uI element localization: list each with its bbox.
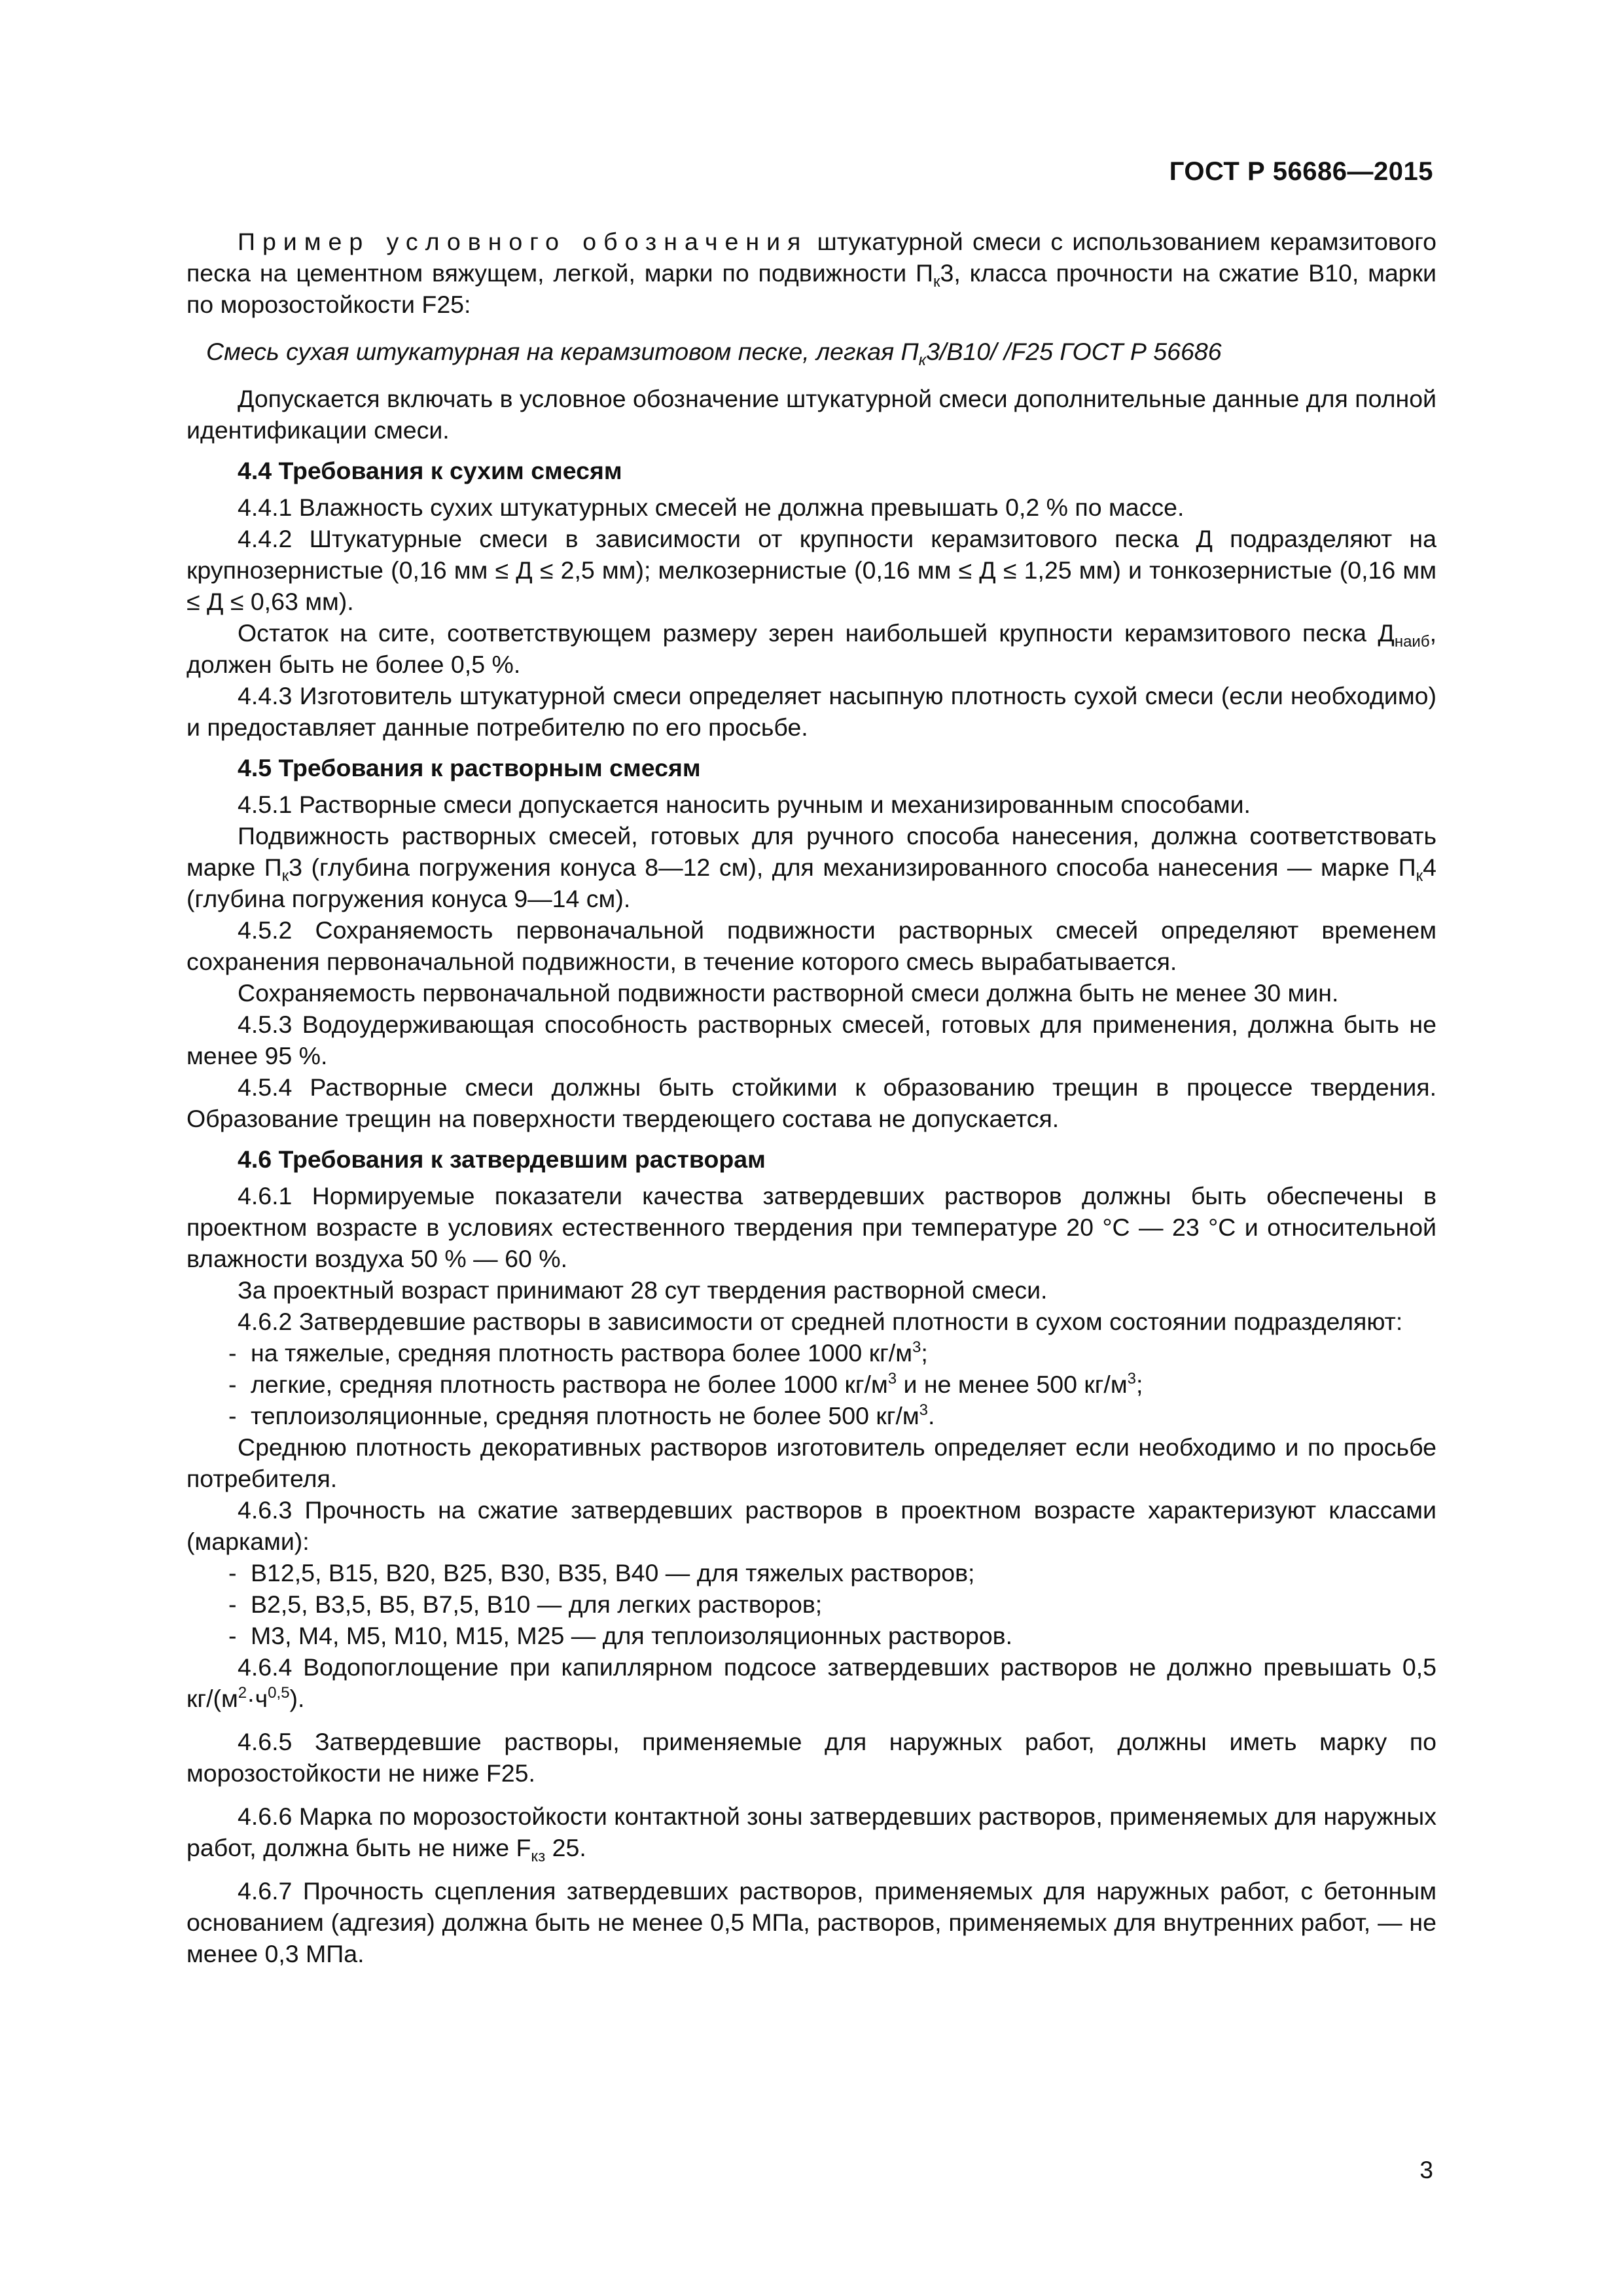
section-heading-4-5: 4.5 Требования к растворным смесям [238,754,701,781]
example-label: Пример условного обозначения [238,228,808,255]
clause-4-4-2: 4.4.2 Штукатурные смеси в зависимости от крупности керамзитового песка Д подразделяют на крупнозернистые (0,16 мм ≤ Д ≤ 2,5 мм); мелкозернистые (0,16 мм ≤ Д ≤ 1,25 мм) и тонкозернистые (0,16 мм ≤ Д ≤ 0,63 мм). [187,525,1436,615]
document-header: ГОСТ Р 56686—2015 [1169,157,1433,186]
clause-4-5-1-mobility: Подвижность растворных смесей, готовых для ручного способа нанесения, должна соответствовать марке $П_к3$ (глубина погружения конуса 8—12 см), для механизированного способа нанесения — марке $П_к4$ (глубина погружения конуса 9—14 см). [187,822,1436,912]
list-item: - В2,5, В3,5, В5, В7,5, В10 — для легких растворов; [228,1590,823,1618]
clause-4-6-2: 4.6.2 Затвердевшие растворы в зависимости от средней плотности в сухом состоянии подразделяют: [238,1308,1403,1335]
clause-4-4-1: 4.4.1 Влажность сухих штукатурных смесей не должна превышать 0,2 % по массе. [238,493,1185,521]
clause-4-6-2-decorative: Среднюю плотность декоративных растворов изготовитель определяет если необходимо и по просьбе потребителя. [187,1433,1436,1492]
document-body [187,226,1436,1969]
clause-4-6-6: 4.6.6 Марка по морозостойкости контактной зоны затвердевших растворов, применяемых для наружных работ, должна быть не ниже $F_{кз}$ 25. [187,1803,1436,1865]
example-paragraph: Пример условного обозначения штукатурной смеси с использованием керамзитового песка на цементном вяжущем, легкой, марки по подвижности $П_к3$, класса прочности на сжатие В10, марки по морозостойкости F25: [187,228,1437,318]
clause-4-6-1: 4.6.1 Нормируемые показатели качества затвердевших растворов должны быть обеспечены в проектном возрасте в условиях естественного твердения при температуре 20 °С — 23 °С и относительной влажности воздуха 50 % — 60 %. [187,1182,1436,1272]
list-item: - теплоизоляционные, средняя плотность не более 500 $кг/м^3$. [228,1401,935,1429]
clause-4-6-3: 4.6.3 Прочность на сжатие затвердевших растворов в проектном возрасте характеризуют классами (марками): [187,1496,1436,1555]
clause-4-5-2-time: Сохраняемость первоначальной подвижности растворной смеси должна быть не менее 30 мин. [238,979,1339,1007]
page-number: 3 [1419,2157,1433,2183]
clause-4-6-5: 4.6.5 Затвердевшие растворы, применяемые для наружных работ, должны иметь марку по морозостойкости не ниже F25. [187,1728,1436,1787]
list-item: - М3, М4, М5, М10, М15, М25 — для теплоизоляционных растворов. [228,1622,1013,1649]
clause-4-6-4: 4.6.4 Водопоглощение при капиллярном подсосе затвердевших растворов не должно превышать 0,5 $кг/(м^2\cdot ч^{0,5})$. [187,1653,1436,1712]
section-heading-4-6: 4.6 Требования к затвердевшим растворам [238,1145,766,1173]
example-designation: Смесь сухая штукатурная на керамзитовом песке, легкая $П_к3/B10/$ /F25 ГОСТ Р 56686 [206,338,1222,369]
example-note: Допускается включать в условное обозначение штукатурной смеси дополнительные данные для полной идентификации смеси. [187,385,1436,444]
clause-4-5-2: 4.5.2 Сохраняемость первоначальной подвижности растворных смесей определяют временем сохранения первоначальной подвижности, в течение которого смесь вырабатывается. [187,916,1436,975]
clause-4-5-3: 4.5.3 Водоудерживающая способность растворных смесей, готовых для применения, должна быть не менее 95 %. [187,1011,1436,1069]
clause-4-6-7: 4.6.7 Прочность сцепления затвердевших растворов, применяемых для наружных работ, с бетонным основанием (адгезия) должна быть не менее 0,5 МПа, растворов, применяемых для внутренних работ, — не менее 0,3 МПа. [187,1877,1436,1967]
clause-4-5-1: 4.5.1 Растворные смеси допускается наносить ручным и механизированным способами. [238,791,1251,818]
clause-4-6-1-age: За проектный возраст принимают 28 сут твердения растворной смеси. [238,1276,1048,1304]
list-item: - В12,5, В15, В20, В25, В30, В35, В40 — для тяжелых растворов; [228,1559,975,1587]
list-item: - легкие, средняя плотность раствора не более 1000 $кг/м^3$ и не менее 500 $кг/м^3$; [228,1370,1143,1398]
section-heading-4-4: 4.4 Требования к сухим смесям [238,457,622,484]
clause-4-4-3: 4.4.3 Изготовитель штукатурной смеси определяет насыпную плотность сухой смеси (если необходимо) и предоставляет данные потребителю по его просьбе. [187,682,1436,741]
clause-4-5-4: 4.5.4 Растворные смеси должны быть стойкими к образованию трещин в процессе твердения. Образование трещин на поверхности твердеющего состава не допускается. [187,1073,1436,1132]
clause-4-4-2-residue: Остаток на сите, соответствующем размеру зерен наибольшей крупности керамзитового песка $Д_{наиб}$, должен быть не более 0,5 %. [187,619,1436,678]
list-item: - на тяжелые, средняя плотность раствора более 1000 $кг/м^3$; [228,1338,928,1367]
